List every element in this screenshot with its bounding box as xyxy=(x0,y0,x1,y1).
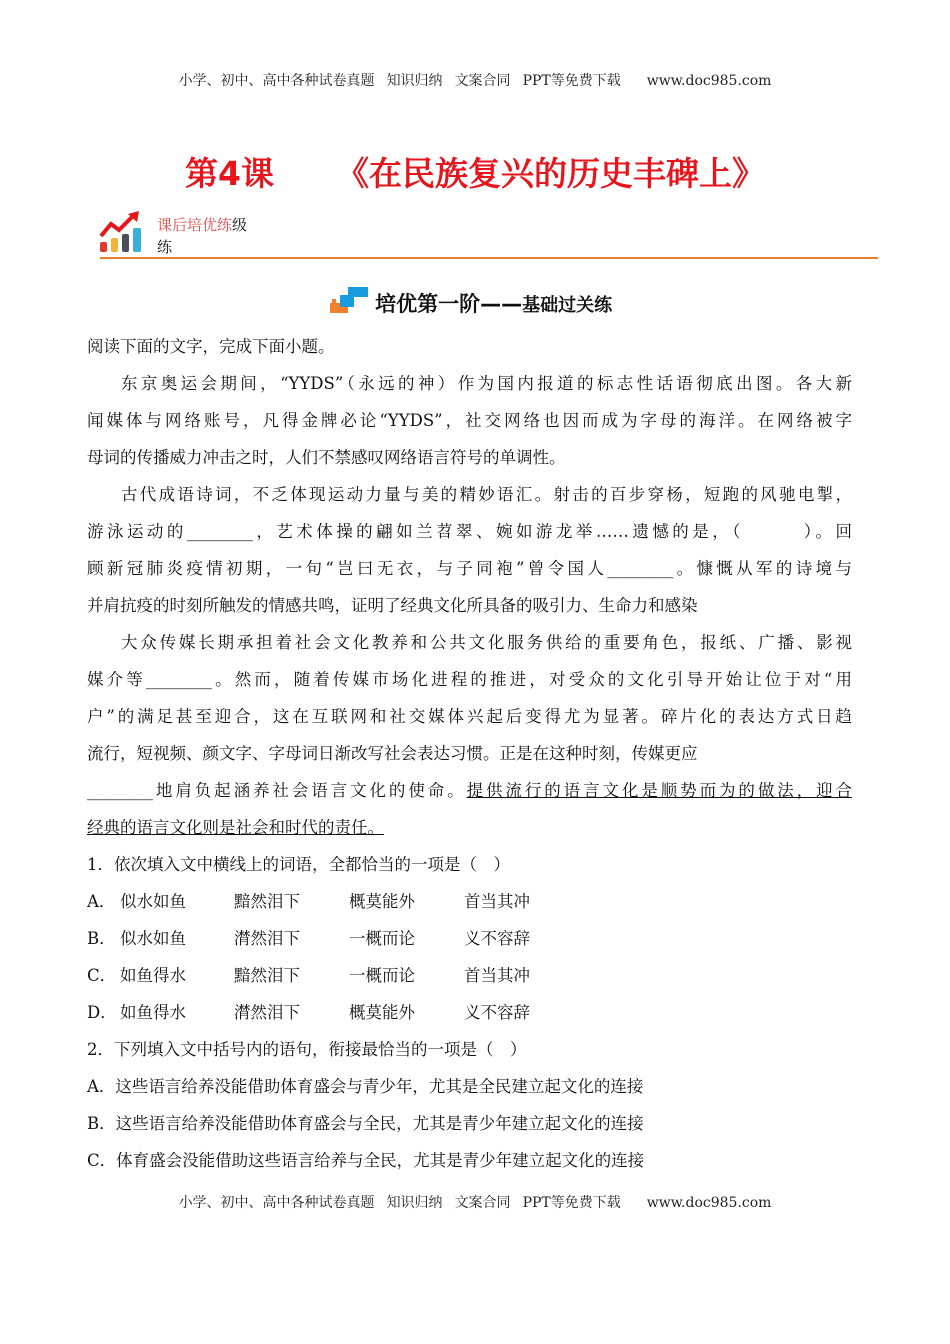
chart-growth-icon xyxy=(99,210,143,254)
subtitle-black: 级 xyxy=(232,216,248,234)
text-span: ________地肩负起涵养社会语言文化的使命。 xyxy=(87,781,467,800)
footer-text: 小学、初中、高中各种试卷真题 xyxy=(178,1195,375,1211)
footer-text: PPT等免费下载 xyxy=(522,1195,621,1211)
subtitle-red: 课后培优练 xyxy=(157,216,233,234)
text-line xyxy=(87,334,852,371)
answer-option xyxy=(87,963,852,1000)
footer-site-link[interactable]: www.doc985.com xyxy=(646,1195,772,1211)
page-title xyxy=(0,148,950,195)
text-span: 游泳运动的________，艺术体操的翩如兰苕翠、婉如游龙举……遗憾的是，（ ）。回 xyxy=(87,522,852,541)
text-line xyxy=(87,1148,852,1185)
option-letter: D． xyxy=(87,1003,117,1022)
text-line xyxy=(87,704,852,741)
answer-option xyxy=(87,889,852,926)
answer-option xyxy=(87,1000,852,1037)
option-word: 如鱼得水 xyxy=(120,1003,186,1022)
footer-text: 文案合同 xyxy=(454,1195,511,1211)
section-heading xyxy=(328,285,612,318)
text-line xyxy=(87,371,852,408)
text-line xyxy=(87,445,852,482)
text-line xyxy=(87,630,852,667)
header-text: PPT等免费下载 xyxy=(522,73,621,89)
option-letter: A． xyxy=(87,892,116,911)
text-span: 大众传媒长期承担着社会文化教养和公共文化服务供给的重要角色，报纸、广播、影视 xyxy=(121,633,852,652)
option-word: 义不容辞 xyxy=(464,929,530,948)
text-line xyxy=(87,741,852,778)
text-span: B．这些语言给养没能借助体育盛会与全民，尤其是青少年建立起文化的连接 xyxy=(87,1114,644,1133)
text-line xyxy=(87,556,852,593)
text-span: 2．下列填入文中括号内的语句，衔接最恰当的一项是（ ） xyxy=(87,1040,527,1059)
text-line xyxy=(87,1074,852,1111)
section-subtitle: 基础过关练 xyxy=(522,295,613,316)
text-line xyxy=(87,1111,852,1148)
option-word: 似水如鱼 xyxy=(120,929,186,948)
divider xyxy=(100,257,878,259)
text-span: 阅读下面的文字，完成下面小题。 xyxy=(87,337,335,356)
option-word: 潸然泪下 xyxy=(234,1003,300,1022)
header-text: 小学、初中、高中各种试卷真题 xyxy=(178,73,375,89)
text-line xyxy=(87,815,852,852)
text-span: C．体育盛会没能借助这些语言给养与全民，尤其是青少年建立起文化的连接 xyxy=(87,1151,645,1170)
text-span: 东京奥运会期间，“YYDS”（永远的神）作为国内报道的标志性话语彻底出图。各大新 xyxy=(121,374,852,393)
option-word: 黯然泪下 xyxy=(234,892,300,911)
page-header xyxy=(0,70,950,90)
text-span: 顾新冠肺炎疫情初期，一句“岂曰无衣，与子同袍”曾令国人________。慷慨从军的诗境与 xyxy=(87,559,852,578)
option-word: 一概而论 xyxy=(349,966,415,985)
underlined-sentence: 经典的语言文化则是社会和时代的责任。 xyxy=(87,818,384,837)
lesson-number: 第4课 xyxy=(185,154,274,193)
option-word: 概莫能外 xyxy=(349,1003,415,1022)
answer-option xyxy=(87,926,852,963)
option-word: 首当其冲 xyxy=(464,892,530,911)
subtitle xyxy=(157,214,247,235)
option-word: 义不容辞 xyxy=(464,1003,530,1022)
option-word: 概莫能外 xyxy=(349,892,415,911)
text-span: 闻媒体与网络账号，凡得金牌必论“YYDS”，社交网络也因而成为字母的海洋。在网络被字 xyxy=(87,411,852,430)
option-word: 似水如鱼 xyxy=(120,892,186,911)
text-line xyxy=(87,852,852,889)
page-footer xyxy=(0,1192,950,1212)
text-span: 媒介等________。然而，随着传媒市场化进程的推进，对受众的文化引导开始让位于对“用 xyxy=(87,670,852,689)
text-line xyxy=(87,1037,852,1074)
header-site-link[interactable]: www.doc985.com xyxy=(646,73,772,89)
section-title: 培优第一阶—— xyxy=(375,292,523,316)
header-text: 文案合同 xyxy=(454,73,511,89)
text-span: 流行，短视频、颜文字、字母词日渐改写社会表达习惯。正是在这种时刻，传媒更应 xyxy=(87,744,698,763)
passage xyxy=(87,334,852,1185)
text-line xyxy=(87,519,852,556)
text-line xyxy=(87,667,852,704)
text-line xyxy=(87,778,852,815)
text-line xyxy=(87,482,852,519)
steps-icon xyxy=(328,285,370,315)
option-word: 首当其冲 xyxy=(464,966,530,985)
footer-text: 知识归纳 xyxy=(386,1195,443,1211)
option-letter: C． xyxy=(87,966,117,985)
text-line xyxy=(87,408,852,445)
option-word: 黯然泪下 xyxy=(234,966,300,985)
option-word: 如鱼得水 xyxy=(120,966,186,985)
text-span: 户”的满足甚至迎合，这在互联网和社交媒体兴起后变得尤为显著。碎片化的表达方式日趋 xyxy=(87,707,852,726)
option-word: 一概而论 xyxy=(349,929,415,948)
text-span: 母词的传播威力冲击之时，人们不禁感叹网络语言符号的单调性。 xyxy=(87,448,566,467)
option-letter: B． xyxy=(87,929,116,948)
option-word: 潸然泪下 xyxy=(234,929,300,948)
text-line xyxy=(87,593,852,630)
text-span: A．这些语言给养没能借助体育盛会与青少年，尤其是全民建立起文化的连接 xyxy=(87,1077,644,1096)
text-span: 1．依次填入文中横线上的词语，全都恰当的一项是（ ） xyxy=(87,855,510,874)
subtitle-line2: 练 xyxy=(157,238,173,256)
text-span: 并肩抗疫的时刻所触发的情感共鸣，证明了经典文化所具备的吸引力、生命力和感染 xyxy=(87,596,698,615)
header-text: 知识归纳 xyxy=(386,73,443,89)
text-span: 古代成语诗词，不乏体现运动力量与美的精妙语汇。射击的百步穿杨，短跑的风驰电掣， xyxy=(121,485,852,504)
lesson-name: 《在民族复兴的历史丰碑上》 xyxy=(335,154,765,193)
underlined-sentence: 提供流行的语言文化是顺势而为的做法，迎合 xyxy=(466,781,853,800)
